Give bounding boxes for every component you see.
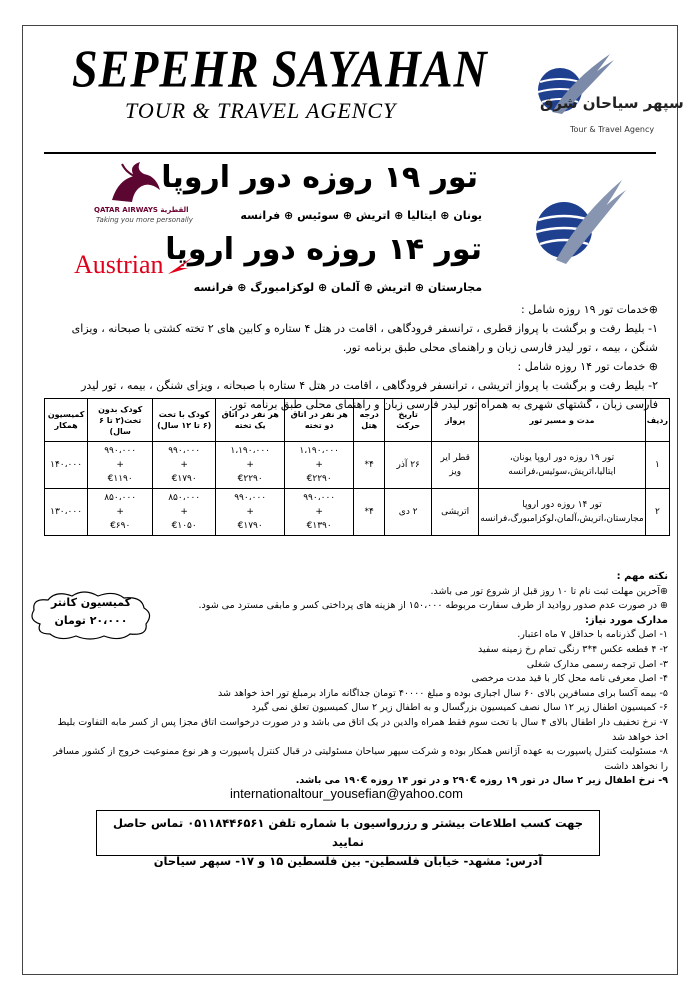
plus-sign: + bbox=[246, 507, 254, 517]
table-row bbox=[45, 489, 670, 536]
departure-date: ۲۶ آذر bbox=[385, 442, 432, 489]
qatar-tagline: Taking you more personally bbox=[96, 216, 193, 224]
price-child-nobed bbox=[88, 442, 153, 489]
doc-item: ۴- اصل معرفی نامه محل کار با قید مدت مرخصی bbox=[471, 673, 668, 685]
qatar-oryx-icon bbox=[104, 160, 164, 206]
price-euro: €۱۱۹۰ bbox=[107, 474, 133, 484]
doc-item: ۳- اصل ترجمه رسمی مدارک شغلی bbox=[526, 658, 668, 670]
price-euro: €۱۰۵۰ bbox=[171, 521, 197, 531]
price-euro: €۱۷۹۰ bbox=[171, 474, 197, 484]
route-line-1: تور ۱۹ روزه دور اروپا یونان، bbox=[509, 453, 615, 463]
notes-heading: نکته مهم : bbox=[616, 571, 668, 582]
qatar-airways-label: QATAR AIRWAYS القطرية bbox=[94, 206, 189, 214]
plus-sign: + bbox=[246, 460, 254, 470]
col-header-single: هر نفر در اتاق یک تخته bbox=[216, 399, 285, 442]
price-child-bed bbox=[153, 442, 216, 489]
plus-sign: + bbox=[315, 507, 323, 517]
price-euro: €۱۳۹۰ bbox=[306, 521, 332, 531]
plus-sign: + bbox=[315, 460, 323, 470]
counter-commission-amount: ۲۰،۰۰۰ تومان bbox=[54, 614, 128, 627]
price-euro: €۲۲۹۰ bbox=[306, 474, 332, 484]
col-header-commission: کمیسیون همکار bbox=[45, 399, 88, 442]
services-text-1: ۱- بلیط رفت و برگشت با پرواز قطری ، ترانسفر فرودگاهی ، اقامت در هتل ۴ ستاره و کابین های ۲ تخته کشتی با صبحانه ، ویزای شنگن ، بیمه ، تور لیدر فارسی زبان و راهنمای محلی طبق برنامه تور. bbox=[71, 322, 658, 354]
plus-sign: + bbox=[116, 507, 124, 517]
brand-name: SEPEHR SAYAHAN bbox=[72, 39, 488, 98]
counter-commission-label: کمیسیون کانتر bbox=[50, 596, 132, 609]
note-item: ⊕آخرین مهلت ثبت نام تا ۱۰ روز قبل از شروع تور می باشد. bbox=[430, 585, 668, 597]
price-euro: €۱۷۹۰ bbox=[237, 521, 263, 531]
price-child-nobed bbox=[88, 489, 153, 536]
austrian-arrow-icon bbox=[166, 254, 196, 276]
contact-address-line: آدرس: مشهد- خیابان فلسطین- بین فلسطین ۱۵ و ۱۷- سپهر سیاحان bbox=[153, 854, 543, 868]
price-single bbox=[216, 442, 285, 489]
plus-sign: + bbox=[180, 507, 188, 517]
col-header-route: مدت و مسیر تور bbox=[479, 399, 646, 442]
table-header-row bbox=[45, 399, 670, 442]
docs-heading: مدارک مورد نیاز: bbox=[584, 614, 668, 626]
plus-sign: + bbox=[180, 460, 188, 470]
commission: ۱۳۰،۰۰۰ bbox=[45, 489, 88, 536]
doc-item: ۲- ۴ قطعه عکس ۴*۳ رنگی تمام رخ زمینه سفید bbox=[478, 643, 668, 655]
tour2-cities: مجارستان ⊕ اتریش ⊕ آلمان ⊕ لوکزامبورگ ⊕ فرانسه bbox=[193, 281, 482, 294]
tour-route bbox=[479, 489, 646, 536]
row-number: ۲ bbox=[645, 489, 669, 536]
notes-section bbox=[44, 570, 668, 789]
services-heading-2: ⊕ خدمات تور ۱۴ روزه شامل : bbox=[517, 360, 658, 373]
col-header-double: هر نفر در اتاق دو تخته bbox=[285, 399, 354, 442]
tour1-title: تور ۱۹ روزه دور اروپا bbox=[161, 160, 478, 195]
route-line-2: ایتالیا،اتریش،سوئیس،فرانسه bbox=[508, 467, 616, 477]
price-rial: ۹۹۰،۰۰۰ bbox=[234, 493, 267, 503]
tours-price-table bbox=[44, 398, 670, 536]
price-rial: ۸۵۰،۰۰۰ bbox=[104, 493, 137, 503]
logo-persian-text: سپهر سیاحان شرق bbox=[540, 94, 684, 112]
tour2-title: تور ۱۴ روزه دور اروپا bbox=[165, 232, 482, 267]
price-rial: ۹۹۰،۰۰۰ bbox=[104, 446, 137, 456]
note-item: ⊕ در صورت عدم صدور روادید از طرف سفارت مربوطه ۱۵۰،۰۰۰ از هزینه های پرداختی کسر و مابقی مسترد می شود. bbox=[198, 600, 668, 612]
flight: اتریشی bbox=[432, 489, 479, 536]
doc-item: ۷- نرخ تخفیف دار اطفال بالای ۴ سال با تخت سوم فقط همراه والدین در یک اتاق می باشد و در صورت درخواست اتاق مجزا پس از کسر مابه التفاوت بلیط اخذ خواهد شد bbox=[57, 716, 668, 743]
infant-rate-note: ۹- نرخ اطفال زیر ۲ سال در تور ۱۹ روزه €۲۹۰ و در تور ۱۴ روزه €۱۹۰ می باشد. bbox=[295, 775, 668, 787]
col-header-flight: پرواز bbox=[432, 399, 479, 442]
price-double bbox=[285, 489, 354, 536]
contact-email[interactable]: internationaltour_yousefian@yahoo.com bbox=[230, 786, 463, 801]
contact-phone-line: جهت کسب اطلاعات بیشتر و رزرواسیون با شماره تلفن ۰۵۱۱۸۴۴۶۵۶۱ تماس حاصل نمایید bbox=[112, 816, 584, 849]
commission: ۱۴۰،۰۰۰ bbox=[45, 442, 88, 489]
header-divider bbox=[44, 152, 656, 154]
table-row bbox=[45, 442, 670, 489]
price-single bbox=[216, 489, 285, 536]
col-header-date: تاریخ حرکت bbox=[385, 399, 432, 442]
hotel-grade: ۴* bbox=[354, 442, 385, 489]
col-header-hotel: درجه هتل bbox=[354, 399, 385, 442]
hotel-grade: ۴* bbox=[354, 489, 385, 536]
doc-item: ۱- اصل گذرنامه با حداقل ۷ ماه اعتبار. bbox=[517, 629, 668, 641]
price-euro: €۲۲۹۰ bbox=[237, 474, 263, 484]
price-rial: ۱،۱۹۰،۰۰۰ bbox=[230, 446, 271, 456]
departure-date: ۲ دی bbox=[385, 489, 432, 536]
price-rial: ۸۵۰،۰۰۰ bbox=[168, 493, 201, 503]
price-rial: ۹۹۰،۰۰۰ bbox=[168, 446, 201, 456]
services-section bbox=[46, 300, 658, 414]
doc-item: ۵- بیمه آکسا برای مسافرین بالای ۶۰ سال اجباری بوده و مبلغ ۴۰۰۰۰ تومان جداگانه مازاد برمبلغ تور اخذ خواهد شد bbox=[218, 687, 668, 699]
austrian-airlines-label: Austrian bbox=[74, 250, 164, 279]
route-line-2: مجارستان،اتریش،آلمان،لوکزامبورگ،فرانسه bbox=[480, 514, 644, 524]
flight: قطر ایر ویز bbox=[432, 442, 479, 489]
price-double bbox=[285, 442, 354, 489]
row-number: ۱ bbox=[645, 442, 669, 489]
route-line-1: تور ۱۴ روزه دور اروپا bbox=[522, 500, 602, 510]
col-header-child-bed: کودک با تخت (۶ تا ۱۲ سال) bbox=[153, 399, 216, 442]
doc-item: ۸- مسئولیت کنترل پاسپورت به عهده آژانس همکار بوده و شرکت سپهر سیاحان مسئولیتی در قبال کنترل پاسپورت و هر نوع ممنوعیت خروج از کشور مسافر را نخواهد داشت bbox=[53, 746, 668, 772]
services-text-2: ۲- بلیط رفت و برگشت با پرواز اتریشی ، ترانسفر فرودگاهی ، اقامت در هتل ۴ ستاره با صبحانه ، ویزای شنگن ، بیمه ، تور لیدر فارسی زبان ، گشتهای شهری به همراه تور لیدر فارسی زبان و راهنمای محلی طبق برنامه تور. bbox=[81, 379, 658, 411]
services-heading-1: ⊕خدمات تور ۱۹ روزه شامل : bbox=[521, 303, 658, 316]
col-header-child-nobed: کودک بدون تخت(۲ تا ۶ سال) bbox=[88, 399, 153, 442]
logo-english-text: Tour & Travel Agency bbox=[570, 125, 655, 134]
price-child-bed bbox=[153, 489, 216, 536]
doc-item: ۶- کمیسیون اطفال زیر ۱۲ سال نصف کمیسیون بزرگسال و به اطفال زیر ۲ سال کمیسیون تعلق نمی گیرد bbox=[251, 702, 668, 714]
agency-emblem-icon bbox=[522, 172, 632, 282]
col-header-row-no: ردیف bbox=[645, 399, 669, 442]
plus-sign: + bbox=[116, 460, 124, 470]
contact-box bbox=[96, 810, 600, 868]
brand-tagline: TOUR & TRAVEL AGENCY bbox=[125, 98, 397, 123]
price-rial: ۹۹۰،۰۰۰ bbox=[303, 493, 336, 503]
price-rial: ۱،۱۹۰،۰۰۰ bbox=[299, 446, 340, 456]
tour1-cities: یونان ⊕ ایتالیا ⊕ اتریش ⊕ سوئیس ⊕ فرانسه bbox=[240, 209, 482, 222]
tour-route bbox=[479, 442, 646, 489]
price-euro: €۶۹۰ bbox=[110, 521, 131, 531]
